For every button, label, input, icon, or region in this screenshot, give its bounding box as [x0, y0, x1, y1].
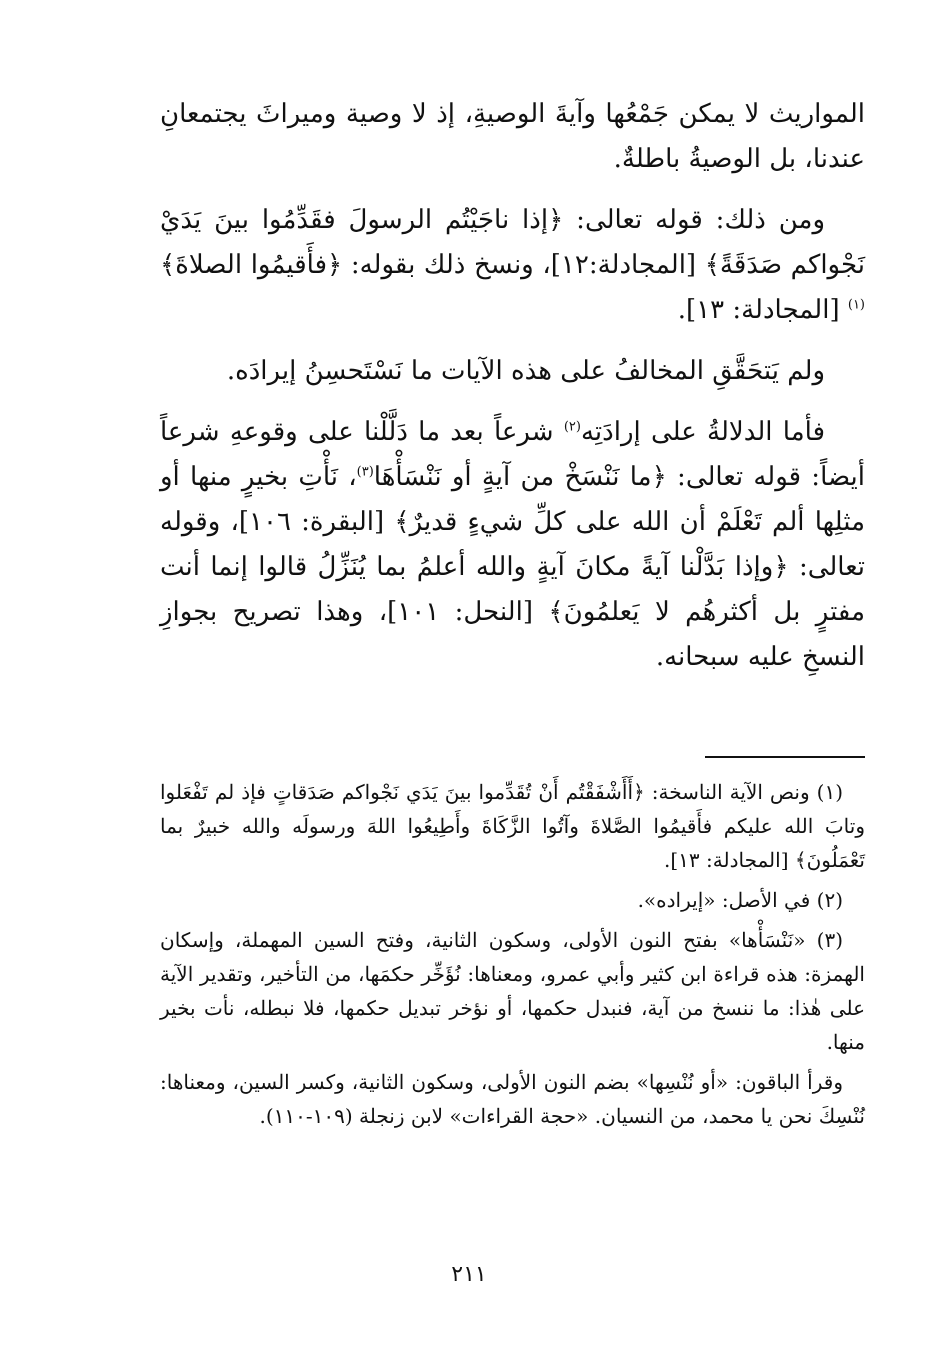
paragraph-2-tail: [المجادلة: ١٣]. — [677, 295, 848, 325]
footnote-ref-2[interactable]: (٢) — [563, 419, 581, 435]
main-text — [160, 92, 865, 696]
paragraph-1: المواريث لا يمكن جَمْعُها وآيةَ الوصيةِ، إذ لا وصية وميراثَ يجتمعانِ عندنا، بل الوصيةُ باطلةٌ. — [160, 99, 865, 174]
paragraph-4-mid: شرعاً بعد ما دَلَّلْنا على وقوعهِ شرعاً أيضاً: قوله تعالى: ﴿ما نَنْسَخْ من آيةٍ أو نَنْسَأْهَا — [160, 417, 865, 492]
page-number: ٢١١ — [451, 1262, 487, 1287]
paragraph-2 — [160, 198, 865, 333]
paragraph-2-text: ومن ذلك: قوله تعالى: ﴿إذا ناجَيْتُم الرسولَ فقَدِّمُوا بينَ يَدَيْ نَجْواكم صَدَقَةً﴾ [المجادلة:١٢]، ونسخ ذلك بقوله: ﴿فأَقيمُوا الصلاةَ﴾ — [160, 205, 866, 280]
paragraph-4-mid2: ، نَأْتِ بخيرٍ منها — [179, 462, 357, 492]
footnote-1: (١) ونص الآية الناسخة: ﴿أَأَشْفَقْتُم أَنْ تُقَدِّموا بينَ يَدَي نَجْواكم صَدَقاتٍ فإذ لم تَفْعَلوا وتابَ الله عليكم فأَقيمُوا الصَّلاةَ وآتُوا الزَّكَاةَ وأَطِيعُوا اللهَ ورسولَه والله خبيرٌ بما تَعْمَلُونَ﴾ [المجادلة: ١٣]. — [160, 780, 865, 872]
footnotes — [160, 775, 865, 1139]
footnote-ref-3[interactable]: (٣) — [356, 464, 374, 480]
footnote-3: (٣) «نَنْسَأْها» بفتح النون الأولى، وسكون الثانية، وفتح السين المهملة، وإسكان الهمزة: هذه قراءة ابن كثير وأبي عمرو، ومعناها: نُؤَخِّر حكمَها، من التأخير، وتقدير الآية على هٰذا: ما ننسخ من آية، فنبدل حكمها، أو نؤخر تبديل حكمها، فلا نبطله، نأت بخير منها. — [160, 928, 865, 1054]
paragraph-4 — [160, 410, 865, 680]
paragraph-4-start: فأما الدلالةُ على إرادَتِه — [580, 417, 826, 447]
footnote-3-continuation: وقرأ الباقون: «أو نُنْسِها» بضم النون الأولى، وسكون الثانية، وكسر السين، ومعناها: نُنْسِكَ نحن يا محمد، من النسيان. «حجة القراءات» لابن زنجلة (١٠٩-١١٠). — [160, 1070, 865, 1128]
footnote-ref-1[interactable]: (١) — [847, 297, 865, 313]
footnote-separator — [705, 756, 865, 758]
paragraph-4-end: أو مثلِها ألم تَعْلَمْ أن الله على كلِّ شيءٍ قديرٌ﴾ [البقرة: ١٠٦]، وقوله تعالى: ﴿وإذا بَدَّلْنا آيةً مكانَ آيةٍ والله أعلمُ بما يُنَزِّلُ قالوا إنما أنت مفترٍ بل أكثرهُم لا يَعلمُونَ﴾ [النحل: ١٠١]، وهذا تصريح بجوازِ النسخِ عليه سبحانه. — [160, 462, 865, 672]
paragraph-3: ولم يَتحَقَّقِ المخالفُ على هذه الآيات ما نَسْتَحسِنُ إيرادَه. — [226, 356, 825, 386]
footnote-2: (٢) في الأصل: «إيراده». — [637, 888, 843, 912]
